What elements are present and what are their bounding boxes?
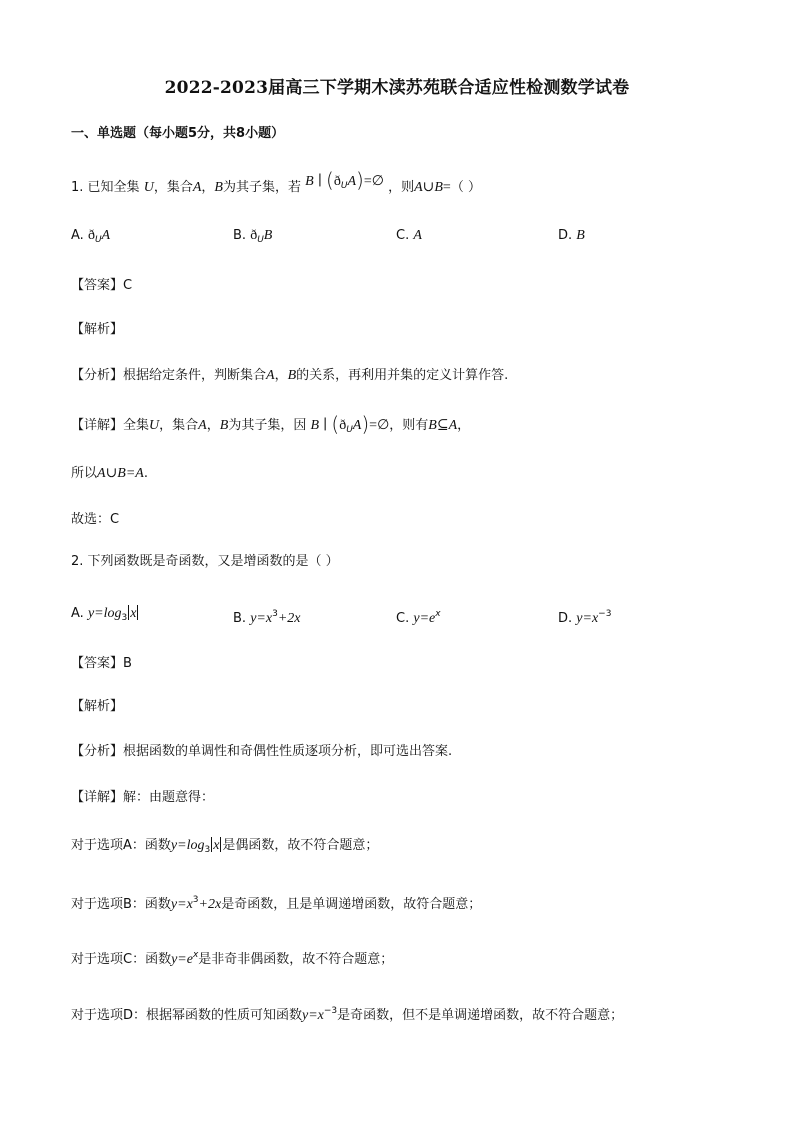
q1-cond-intersect: ∣: [317, 174, 322, 189]
option-label: D.: [558, 228, 573, 243]
q1-choose: 故选：C: [71, 512, 120, 527]
complement-sub: U: [94, 235, 102, 245]
fenxi-comma: ，: [274, 368, 288, 383]
q1-var-u: U: [143, 180, 154, 195]
detail-cond-complement: ð: [339, 418, 347, 433]
option-label: C.: [396, 228, 410, 243]
expr-pre: y=x: [170, 897, 193, 912]
page-title: 2022-2023届高三下学期木渎苏苑联合适应性检测数学试卷: [164, 78, 630, 98]
q1-cond-b: B: [305, 174, 314, 189]
q1-cond-complement: ð: [333, 174, 341, 189]
line-suffix: 是偶函数，故不符合题意；: [222, 838, 379, 853]
line-prefix: 对于选项D：根据幂函数的性质可知函数: [71, 1008, 303, 1023]
detail-text: 解：由题意得：: [123, 790, 215, 805]
q1-cond-sub: U: [340, 181, 348, 191]
q1-stem: [71, 168, 481, 202]
line-prefix: 对于选项B：函数: [71, 897, 171, 912]
q2-option-d: [558, 604, 611, 629]
expr-pre: y=e: [171, 952, 193, 967]
q1-stem-mid1: ，集合: [153, 180, 193, 195]
q1-union: A∪B: [414, 180, 443, 195]
answer-value: C: [123, 278, 133, 293]
q1-cond-eq: =∅: [363, 174, 384, 189]
line-prefix: 对于选项A：函数: [71, 838, 171, 853]
q1-stem-prefix: 1. 已知全集: [71, 180, 140, 195]
q1-option-a: [71, 226, 110, 250]
expr-post: +2x: [277, 611, 301, 626]
left-paren: (: [331, 412, 340, 436]
q1-fenxi: [71, 366, 508, 386]
expr-pre: y=x: [250, 611, 273, 626]
detail-text5: ，: [457, 418, 471, 433]
q2-fenxi: [71, 742, 452, 762]
expr-pre: y=x: [576, 611, 599, 626]
expr-post: +2x: [198, 897, 222, 912]
q1-var-b: B: [214, 180, 223, 195]
q1-comma: ，: [201, 180, 215, 195]
option-var: B: [576, 228, 585, 243]
detail-text4: ，则有: [389, 418, 429, 433]
expr-sup: x: [192, 950, 199, 960]
q1-condition: [305, 168, 388, 192]
q2-line-a: [71, 836, 378, 860]
q2-stem: 2. 下列函数既是奇函数，又是增函数的是（ ）: [71, 554, 339, 569]
option-var: A: [413, 228, 422, 243]
answer-tag: 【答案】: [71, 278, 124, 293]
option-var: A: [101, 228, 111, 243]
detail-cond-b: B: [310, 418, 320, 433]
left-paren: (: [326, 168, 334, 192]
line-suffix: 是奇函数，但不是单调递增函数，故不符合题意；: [337, 1008, 624, 1023]
expr-sup: 3: [192, 895, 199, 905]
fenxi-text: 根据给定条件，判断集合: [123, 368, 267, 383]
detail-cond-sub: U: [346, 425, 353, 435]
q1-stem-then: ，则: [388, 180, 415, 195]
option-label: B.: [233, 228, 247, 243]
q2-option-b: [233, 604, 300, 629]
expr-sup: −3: [598, 609, 612, 619]
fenxi-var-b: B: [287, 368, 297, 383]
expr-pre: y=log: [170, 838, 205, 853]
so-prefix: 所以: [71, 466, 98, 481]
q2-line-d: [71, 1001, 623, 1026]
answer-tag: 【答案】: [71, 656, 124, 671]
fenxi-tag: 【分析】: [71, 368, 124, 383]
option-label: A.: [71, 606, 84, 621]
answer-value: B: [123, 656, 132, 671]
expr-sup: −3: [323, 1006, 338, 1016]
detail-var-u: U: [149, 418, 160, 433]
q1-option-c: [396, 226, 422, 246]
option-label: D.: [558, 611, 573, 626]
q1-option-d: [558, 226, 585, 246]
expr-var: x: [213, 838, 220, 853]
complement-symbol: ð: [250, 228, 258, 243]
detail-var-b: B: [219, 418, 229, 433]
expr-sub: 3: [121, 613, 128, 623]
q1-option-b: [233, 226, 272, 250]
expr-sup: x: [435, 609, 441, 619]
fenxi-text2: 的关系，再利用并集的定义计算作答.: [296, 368, 509, 383]
detail-text1: 全集: [123, 418, 150, 433]
fenxi-var-a: A: [266, 368, 275, 383]
complement-symbol: ð: [87, 228, 95, 243]
fenxi-tag: 【分析】: [71, 744, 124, 759]
detail-tag: 【详解】: [71, 418, 124, 433]
detail-cond-eq: =∅: [369, 418, 390, 433]
line-prefix: 对于选项C：函数: [71, 952, 172, 967]
q1-blank: （ ）: [450, 180, 481, 195]
detail-text3: 为其子集，因: [228, 418, 307, 433]
q2-line-b: [71, 890, 481, 915]
detail-tag: 【详解】: [71, 790, 124, 805]
option-var: B: [263, 228, 273, 243]
line-suffix: 是奇函数，且是单调递增函数，故符合题意；: [221, 897, 482, 912]
q2-detail: [71, 788, 214, 808]
q2-analysis-tag: 【解析】: [71, 699, 124, 714]
expr-sub: 3: [204, 845, 211, 855]
q2-answer: [71, 654, 132, 674]
detail-subset: B⊆A: [428, 418, 458, 433]
right-paren: ): [361, 412, 370, 436]
option-label: A.: [71, 228, 84, 243]
expr-pre: y=log: [87, 606, 122, 621]
complement-sub: U: [257, 235, 264, 245]
detail-cond-a: A: [352, 418, 362, 433]
q1-eq: =: [442, 180, 451, 195]
expr-pre: y=e: [413, 611, 436, 626]
detail-text2: ，集合: [159, 418, 199, 433]
detail-comma: ，: [206, 418, 220, 433]
option-label: B.: [233, 611, 247, 626]
fenxi-text: 根据函数的单调性和奇偶性性质逐项分析，即可选出答案.: [123, 744, 453, 759]
q1-var-a: A: [192, 180, 202, 195]
q2-line-c: [71, 945, 393, 970]
q1-analysis-tag: 【解析】: [71, 322, 124, 337]
option-label: C.: [396, 611, 410, 626]
q1-detail: [71, 414, 470, 440]
expr-var: x: [130, 606, 137, 621]
abs-bar: [137, 605, 138, 620]
expr-pre: y=x: [302, 1008, 324, 1023]
q2-option-a: [71, 604, 139, 628]
q1-answer: [71, 276, 132, 296]
expr-sup: 3: [272, 609, 278, 619]
q1-cond-a: A: [347, 174, 357, 189]
q2-option-c: [396, 604, 441, 629]
so-end: .: [143, 466, 148, 481]
right-paren: ): [356, 168, 364, 192]
detail-var-a: A: [198, 418, 207, 433]
q1-so: [71, 464, 148, 484]
line-suffix: 是非奇非偶函数，故不符合题意；: [198, 952, 394, 967]
so-expr: A∪B=A: [97, 466, 144, 481]
q1-stem-mid2: 为其子集，若: [222, 180, 301, 195]
detail-cond-intersect: ∣: [323, 418, 328, 433]
section-heading: 一、单选题（每小题5分，共8小题）: [71, 126, 285, 141]
